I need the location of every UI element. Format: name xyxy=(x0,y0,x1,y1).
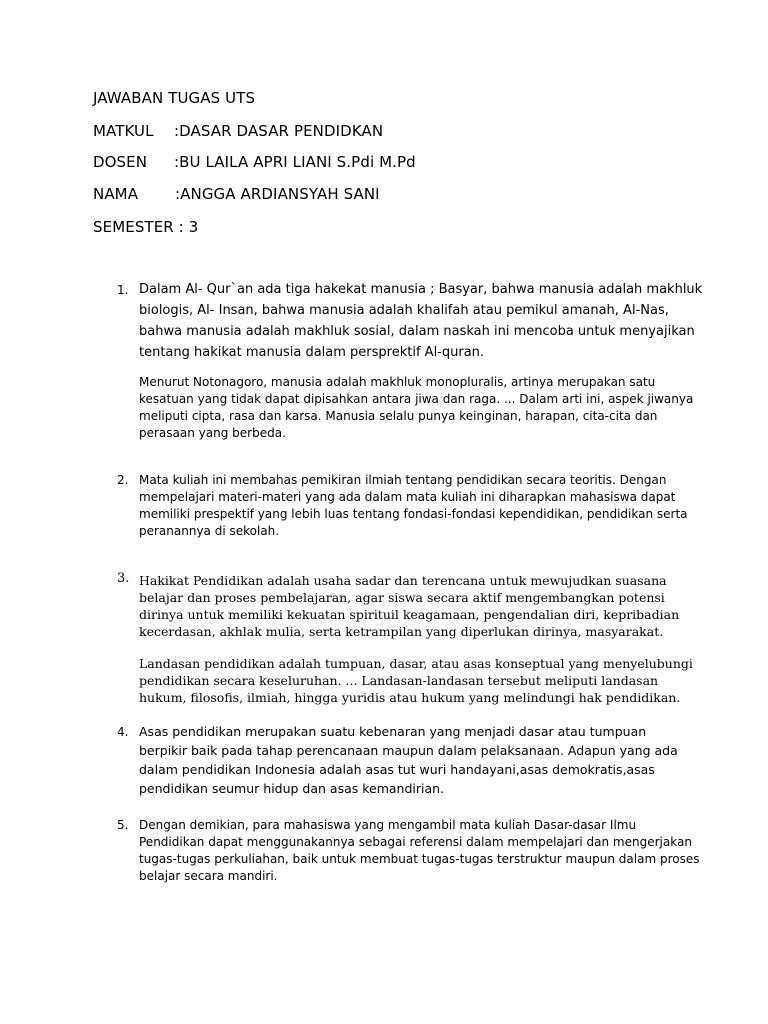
text-line: biologis, Al- Insan, bahwa manusia adalah khalifah atau pemikul amanah, Al-Nas, xyxy=(139,303,669,318)
text-line: mempelajari materi-materi yang ada dalam mata kuliah ini diharapkan mahasiswa dapat xyxy=(139,490,676,504)
list-item-1-subtext xyxy=(139,374,693,442)
text-line: hukum, filosofis, ilmiah, hingga yuridis atau hukum yang melindungi hak pendidikan. xyxy=(139,690,681,705)
text-line: Hakikat Pendidikan adalah usaha sadar dan terencana untuk mewujudkan suasana xyxy=(139,573,667,588)
matkul-value: :DASAR DASAR PENDIDKAN xyxy=(174,122,384,140)
text-line: belajar secara mandiri. xyxy=(139,869,278,883)
item-number: 3. xyxy=(117,571,130,586)
text-line: Dalam Al- Qur`an ada tiga hakekat manusia ; Basyar, bahwa manusia adalah makhluk xyxy=(139,282,703,297)
matkul-label: MATKUL xyxy=(93,122,154,140)
text-line: Menurut Notonagoro, manusia adalah makhluk monopluralis, artinya merupakan satu xyxy=(139,375,656,389)
nama-row xyxy=(93,185,380,203)
text-line: belajar dan proses pembelajaran, agar siswa secara aktif mengembangkan potensi xyxy=(139,590,665,605)
text-line: meliputi cipta, rasa dan karsa. Manusia selalu punya keinginan, harapan, cita-cita dan xyxy=(139,409,658,423)
dosen-value: :BU LAILA APRI LIANI S.Pdi M.Pd xyxy=(174,153,416,171)
text-line: Dengan demikian, para mahasiswa yang mengambil mata kuliah Dasar-dasar Ilmu xyxy=(139,818,637,832)
item-number: 2. xyxy=(117,473,129,487)
text-line: peranannya di sekolah. xyxy=(139,524,280,538)
text-line: tentang hakikat manusia dalam persprektif Al-quran. xyxy=(139,345,485,360)
item-number: 4. xyxy=(117,725,129,739)
list-item-1-text xyxy=(139,279,702,363)
text-line: berpikir baik pada tahap perencanaan maupun dalam pelaksanaan. Adapun yang ada xyxy=(139,743,678,758)
nama-value: :ANGGA ARDIANSYAH SANI xyxy=(175,185,380,203)
list-item-5-text xyxy=(139,817,699,885)
text-line: Landasan pendidikan adalah tumpuan, dasar, atau asas konseptual yang menyelubungi xyxy=(139,656,693,671)
text-line: dalam pendidikan Indonesia adalah asas tut wuri handayani,asas demokratis,asas xyxy=(139,762,655,777)
item-number: 1. xyxy=(117,283,129,297)
list-item-3-subtext xyxy=(139,655,693,706)
text-line: Pendidikan dapat menggunakannya sebagai referensi dalam mempelajari dan mengerjakan xyxy=(139,835,692,849)
list-item-3-text xyxy=(139,572,679,640)
list-item-4-text xyxy=(139,722,678,798)
text-line: pendidikan seumur hidup dan asas kemandirian. xyxy=(139,781,445,796)
text-line: dirinya untuk memiliki kekuatan spirituil keagamaan, pengendalian diri, kepribadian xyxy=(139,607,680,622)
text-line: perasaan yang berbeda. xyxy=(139,426,286,440)
list-item-2-text xyxy=(139,472,688,540)
matkul-row xyxy=(93,122,383,140)
text-line: pendidikan secara keseluruhan. ... Landasan-landasan tersebut meliputi landasan xyxy=(139,673,659,688)
document-title: JAWABAN TUGAS UTS xyxy=(93,89,256,107)
text-line: tugas-tugas perkuliahan, baik untuk membuat tugas-tugas terstruktur maupun dalam proses xyxy=(139,852,700,866)
text-line: Asas pendidikan merupakan suatu kebenaran yang menjadi dasar atau tumpuan xyxy=(139,724,647,739)
text-line: bahwa manusia adalah makhluk sosial, dalam naskah ini mencoba untuk menyajikan xyxy=(139,324,695,339)
nama-label: NAMA xyxy=(93,185,139,203)
semester-line: SEMESTER : 3 xyxy=(93,218,199,236)
text-line: memiliki prespektif yang lebih luas tentang fondasi-fondasi kependidikan, pendidikan serta xyxy=(139,507,688,521)
dosen-row xyxy=(93,153,416,171)
item-number: 5. xyxy=(117,818,129,832)
text-line: kesatuan yang tidak dapat dipisahkan antara jiwa dan raga. ... Dalam arti ini, aspek jiwanya xyxy=(139,392,694,406)
text-line: Mata kuliah ini membahas pemikiran ilmiah tentang pendidikan secara teoritis. Dengan xyxy=(139,473,667,487)
text-line: kecerdasan, akhlak mulia, serta ketrampilan yang diperlukan dirinya, masyarakat. xyxy=(139,624,664,639)
dosen-label: DOSEN xyxy=(93,153,148,171)
